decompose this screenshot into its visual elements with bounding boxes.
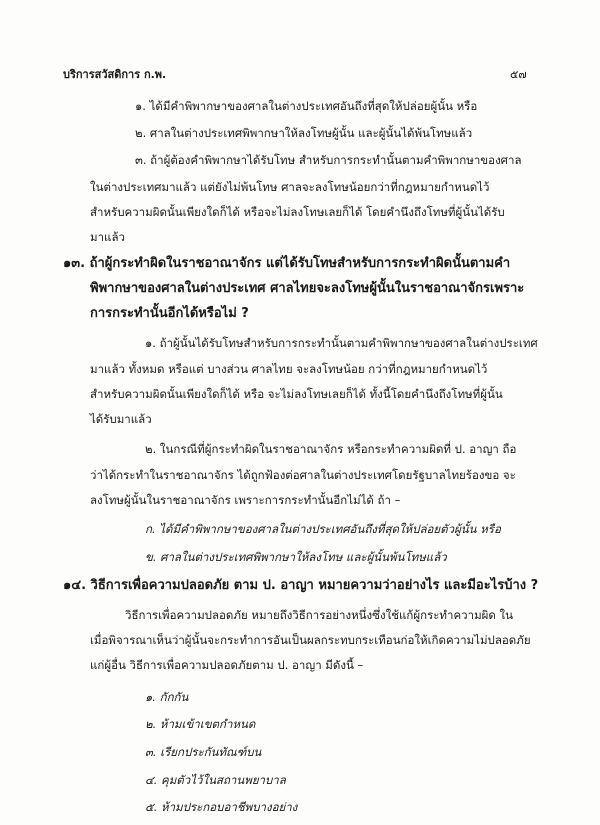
text-line: ๓. ถ้าผู้ต้องคำพิพากษาได้รับโทษ สำหรับการกระทำนั้นตามคำพิพากษาของศาล — [135, 153, 522, 167]
text-line: เมื่อพิจารณาเห็นว่าผู้นั้นจะกระทำการอันเป็นผลกระทบกระเทือนก่อให้เกิดความไม่ปลอดภัย — [90, 633, 531, 647]
text-line: สำหรับความผิดนั้นเพียงใดก็ได้ หรือจะไม่ลงโทษเลยก็ได้ โดยคำนึงถึงโทษที่ผู้นั้นได้รับ — [90, 205, 505, 219]
question-14-line: ๑๔. วิธีการเพื่อความปลอดภัย ตาม ป. อาญา หมายความว่าอย่างไร และมีอะไรบ้าง ? — [63, 578, 539, 593]
running-header: บริการสวัสดิการ ก.พ. — [63, 68, 167, 81]
text-line: ก. ได้มีคำพิพากษาของศาลในต่างประเทศอันถึงที่สุดให้ปล่อยตัวผู้นั้น หรือ — [145, 522, 501, 536]
text-line: สำหรับความผิดนั้นเพียงใดก็ได้ หรือ จะไม่ลงโทษเลยก็ได้ ทั้งนี้โดยคำนึงถึงโทษที่ผู้นั้น — [90, 387, 503, 401]
question-13-line: พิพากษาของศาลในต่างประเทศ ศาลไทยจะลงโทษผู้นั้นในราชอาณาจักรเพราะ — [90, 281, 525, 296]
list-item: ๕. ห้ามประกอบอาชีพบางอย่าง — [145, 800, 298, 814]
text-line: ได้รับมาแล้ว — [90, 412, 152, 426]
list-item: ๓. เรียกประกันทัณฑ์บน — [145, 745, 262, 759]
list-item: ๔. คุมตัวไว้ในสถานพยาบาล — [145, 773, 286, 787]
text-line: ลงโทษผู้นั้นในราชอาณาจักร เพราะการกระทำนั้นอีกไม่ได้ ถ้า – — [90, 493, 401, 507]
question-13-line: ๑๓. ถ้าผู้กระทำผิดในราชอาณาจักร แต่ได้รับโทษสำหรับการกระทำผิดนั้นตามคำ — [63, 256, 511, 271]
text-line: ข. ศาลในต่างประเทศพิพากษาให้ลงโทษ และผู้นั้นพ้นโทษแล้ว — [145, 550, 447, 564]
text-line: มาแล้ว — [90, 230, 125, 244]
text-line: แก่ผู้อื่น วิธีการเพื่อความปลอดภัยตาม ป. อาญา มีดังนี้ – — [90, 658, 364, 672]
text-line: ๑. ได้มีคำพิพากษาของศาลในต่างประเทศอันถึงที่สุดให้ปล่อยผู้นั้น หรือ — [135, 99, 478, 113]
text-line: วิธีการเพื่อความปลอดภัย หมายถึงวิธีการอย่างหนึ่งซึ่งใช้แก้ผู้กระทำความผิด ใน — [125, 608, 513, 622]
page-number: ๕๗ — [510, 68, 527, 81]
text-line: ๒. ศาลในต่างประเทศพิพากษาให้ลงโทษผู้นั้น และผู้นั้นได้พ้นโทษแล้ว — [135, 126, 473, 140]
text-line: ว่าได้กระทำในราชอาณาจักร ได้ถูกฟ้องต่อศาลในต่างประเทศโดยรัฐบาลไทยร้องขอ จะ — [90, 468, 516, 482]
text-line: ในต่างประเทศมาแล้ว แต่ยังไม่พ้นโทษ ศาลจะลงโทษน้อยกว่าที่กฎหมายกำหนดไว้ — [90, 180, 490, 194]
text-line: มาแล้ว ทั้งหมด หรือแต่ บางส่วน ศาลไทย จะลงโทษน้อย กว่าที่กฎหมายกำหนดไว้ — [90, 362, 488, 376]
text-line: ๒. ในกรณีที่ผู้กระทำผิดในราชอาณาจักร หรือกระทำความผิดที่ ป. อาญา ถือ — [145, 442, 517, 456]
list-item: ๒. ห้ามเข้าเขตกำหนด — [145, 717, 256, 731]
text-line: ๑. ถ้าผู้นั้นได้รับโทษสำหรับการกระทำนั้นตามคำพิพากษาของศาลในต่างประเทศ — [145, 336, 538, 350]
list-item: ๑. กักกัน — [145, 690, 189, 704]
question-13-line: การกระทำนั้นอีกได้หรือไม่ ? — [90, 306, 249, 321]
